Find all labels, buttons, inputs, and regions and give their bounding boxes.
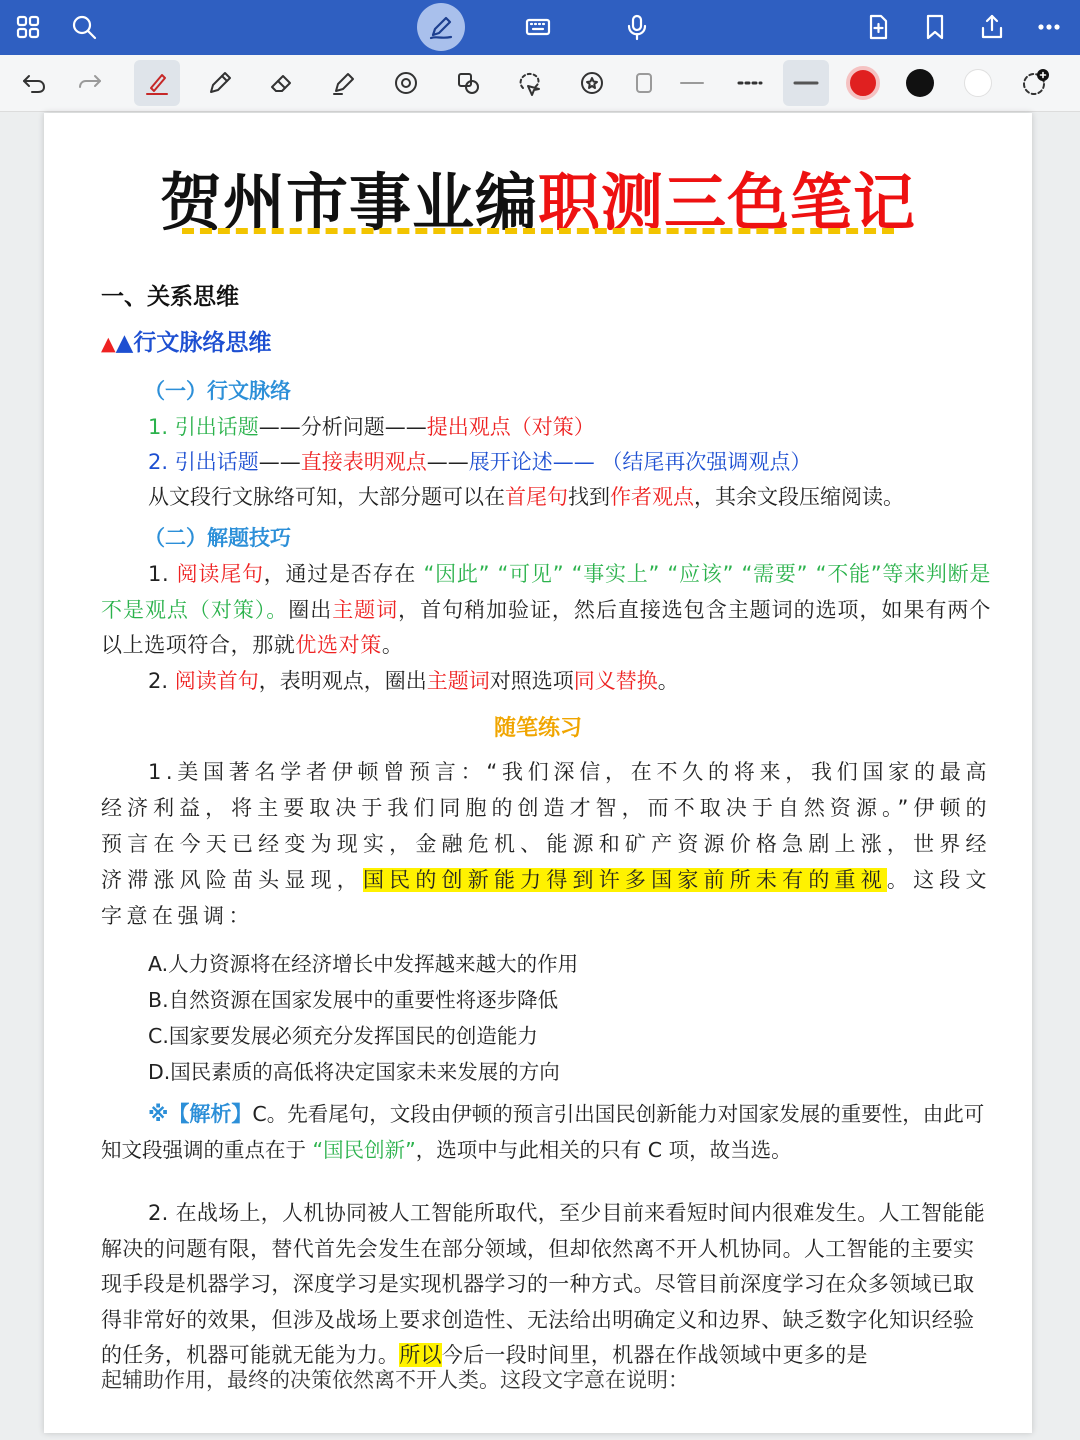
tip1-h: ，首句稍加验证，然后直接选包含主题词的选项， [398, 597, 882, 622]
part1-heading: （一）行文脉络 [144, 379, 291, 403]
q2-tail: 今后一段时间里，机器在作战领域中更多的是 [441, 1343, 868, 1367]
analysis-a: C。先看尾句，文段由伊顿的预言引出国民创新能力对国家发展的重要性，由此可知文段强调的重点在于 [101, 1102, 985, 1162]
line3-e: ，其余文段压缩阅读。 [694, 485, 904, 509]
red-color-swatch[interactable] [843, 64, 883, 102]
tip2-d: 主题词 [426, 669, 490, 693]
q2-highlight: 所以 [399, 1343, 442, 1367]
line3-a: 从文段行文脉络可知，大部分题可以在 [148, 485, 505, 509]
line3-d: 作者观点 [610, 485, 694, 509]
redo-icon[interactable] [70, 64, 110, 102]
option-a[interactable]: A.人力资源将在经济增长中发挥越来越大的作用 [148, 952, 579, 976]
line2-d: —— [426, 450, 469, 474]
shape-tool-icon[interactable] [386, 64, 426, 102]
sticker-icon[interactable] [572, 64, 612, 102]
tip-1-paragraph [101, 557, 991, 664]
tip-2-line [148, 664, 1038, 699]
dotted-line-option[interactable] [730, 64, 770, 102]
microphone-icon[interactable] [617, 8, 657, 46]
context-line-1 [148, 410, 1038, 445]
analysis-b: “国民创新” [312, 1138, 416, 1162]
pen-mode-icon[interactable] [417, 3, 465, 51]
tip1-c: ，通过是否存在 [263, 562, 424, 586]
q1-highlight: 国民的创新能力得到许多国家前所未有的重视 [362, 868, 887, 892]
tip2-g: 。 [657, 669, 679, 693]
tip1-b: 阅读尾句 [176, 562, 264, 586]
tip2-e: 对照选项 [489, 669, 574, 693]
tip1-e: 来判断是不是观点（对策）。 [101, 562, 992, 622]
undo-icon[interactable] [14, 64, 54, 102]
thick-line-option[interactable] [783, 60, 829, 106]
tip1-d: “因此” “可见” “事实上” “应该” “需要” “不能”等 [423, 562, 905, 586]
line1-a: 1. 引出话题 [148, 415, 259, 439]
tip1-k: 。 [381, 633, 404, 657]
title-black-part: 贺州市事业编 [159, 166, 538, 239]
tip2-b: 阅读首句 [174, 669, 259, 693]
ink-pen-icon[interactable] [134, 60, 180, 106]
option-d[interactable]: D.国民素质的高低将决定国家未来发展的方向 [148, 1060, 560, 1084]
app-top-bar [0, 0, 1080, 55]
subsection-heading-text: ▲行文脉络思维 [115, 330, 272, 356]
add-page-icon[interactable] [858, 8, 898, 46]
eraser-icon[interactable] [262, 64, 302, 102]
share-icon[interactable] [972, 8, 1012, 46]
line1-c: 提出观点（对策） [426, 415, 595, 439]
tip1-a: 1. [148, 562, 177, 586]
lasso-select-icon[interactable] [448, 64, 488, 102]
highlighter-icon[interactable] [324, 64, 364, 102]
analysis-mark: ※【解析】 [148, 1102, 253, 1126]
q2-text: 2. 在战场上，人机协同被人工智能所取代，至少目前来看短时间内很难发生。人工智能能解决的问题有限，替代首先会发生在部分领域，但却依然离不开人机协同。人工智能的主要实现手段是机器学习，深度学习是实现机器学习的一种方式。尽管目前深度学习在众多领域已取得非常好的效果，但涉及战场上要求创造性、无法给出明确定义和边界、缺乏数字化知识经验的任务，机器可能就无能为力。 [101, 1201, 986, 1367]
line3-b: 首尾句 [505, 485, 568, 509]
tip2-a: 2. [148, 669, 175, 693]
pencil-icon[interactable] [200, 64, 240, 102]
question-2-stem [101, 1196, 991, 1374]
keyboard-icon[interactable] [518, 8, 558, 46]
bookmark-icon[interactable] [915, 8, 955, 46]
section-heading: 一、关系思维 [101, 284, 239, 310]
part2-heading: （二）解题技巧 [144, 526, 291, 550]
context-line-2 [148, 445, 1038, 480]
q1-text: 1.美国著名学者伊顿曾预言：“我们深信，在不久的将来，我们国家的最高经济利益，将主要取决于我们同胞的创造才智，而不取决于自然资源。”伊顿的预言在今天已经变为现实，金融危机、能源和矿产资源价格急剧上涨，世界经济滞涨风险苗头显现， [101, 760, 991, 892]
grid-icon[interactable] [8, 8, 48, 46]
option-b[interactable]: B.自然资源在国家发展中的重要性将逐步降低 [148, 988, 559, 1012]
thin-line-option[interactable] [672, 64, 712, 102]
context-summary [148, 480, 1038, 515]
question-2-cut-line [101, 1368, 991, 1392]
drawing-toolbar [0, 55, 1080, 112]
title-underline-marks [182, 228, 894, 236]
practice-title: 随笔练习 [493, 716, 582, 741]
line1-b: ——分析问题—— [258, 415, 427, 439]
search-icon[interactable] [64, 8, 104, 46]
note-page[interactable] [44, 113, 1032, 1433]
analysis-c: ，选项中与此相关的只有 C 项，故当选。 [415, 1138, 792, 1162]
page-bottom-mask [44, 1385, 1032, 1433]
tip2-c: ，表明观点，圈出 [258, 669, 427, 693]
question-1-stem [101, 754, 991, 934]
q1-tail: 。这段文字意在强调： [101, 868, 991, 928]
analysis-1 [101, 1096, 991, 1168]
title-red-part: 职测三色笔记 [538, 166, 917, 239]
line2-e: 展开论述—— （结尾再次强调观点） [468, 450, 812, 474]
line2-b: —— [258, 450, 301, 474]
tip1-g: 主题词 [332, 597, 399, 622]
tip2-f: 同义替换 [573, 669, 658, 693]
tip1-j: 优选对策 [295, 633, 382, 657]
ruler-icon[interactable] [626, 64, 650, 102]
select-icon[interactable] [510, 64, 550, 102]
subsection-heading: ▲▲行文脉络思维 [101, 330, 272, 356]
line2-a: 2. 引出话题 [148, 450, 259, 474]
white-color-swatch[interactable] [958, 64, 998, 102]
option-c[interactable]: C.国家要发展必须充分发挥国民的创造能力 [148, 1024, 538, 1048]
add-color-icon[interactable] [1014, 64, 1054, 102]
tip1-f: 圈出 [288, 597, 333, 622]
black-color-swatch[interactable] [900, 64, 940, 102]
more-icon[interactable] [1029, 8, 1069, 46]
q2-cut: 起辅助作用，最终的决策依然离不开人类。这段文字意在说明： [101, 1368, 689, 1392]
line2-c: 直接表明观点 [300, 450, 427, 474]
line3-c: 找到 [568, 485, 610, 509]
tip1-i: 如果有两个以上选项符合，那就 [101, 597, 992, 657]
